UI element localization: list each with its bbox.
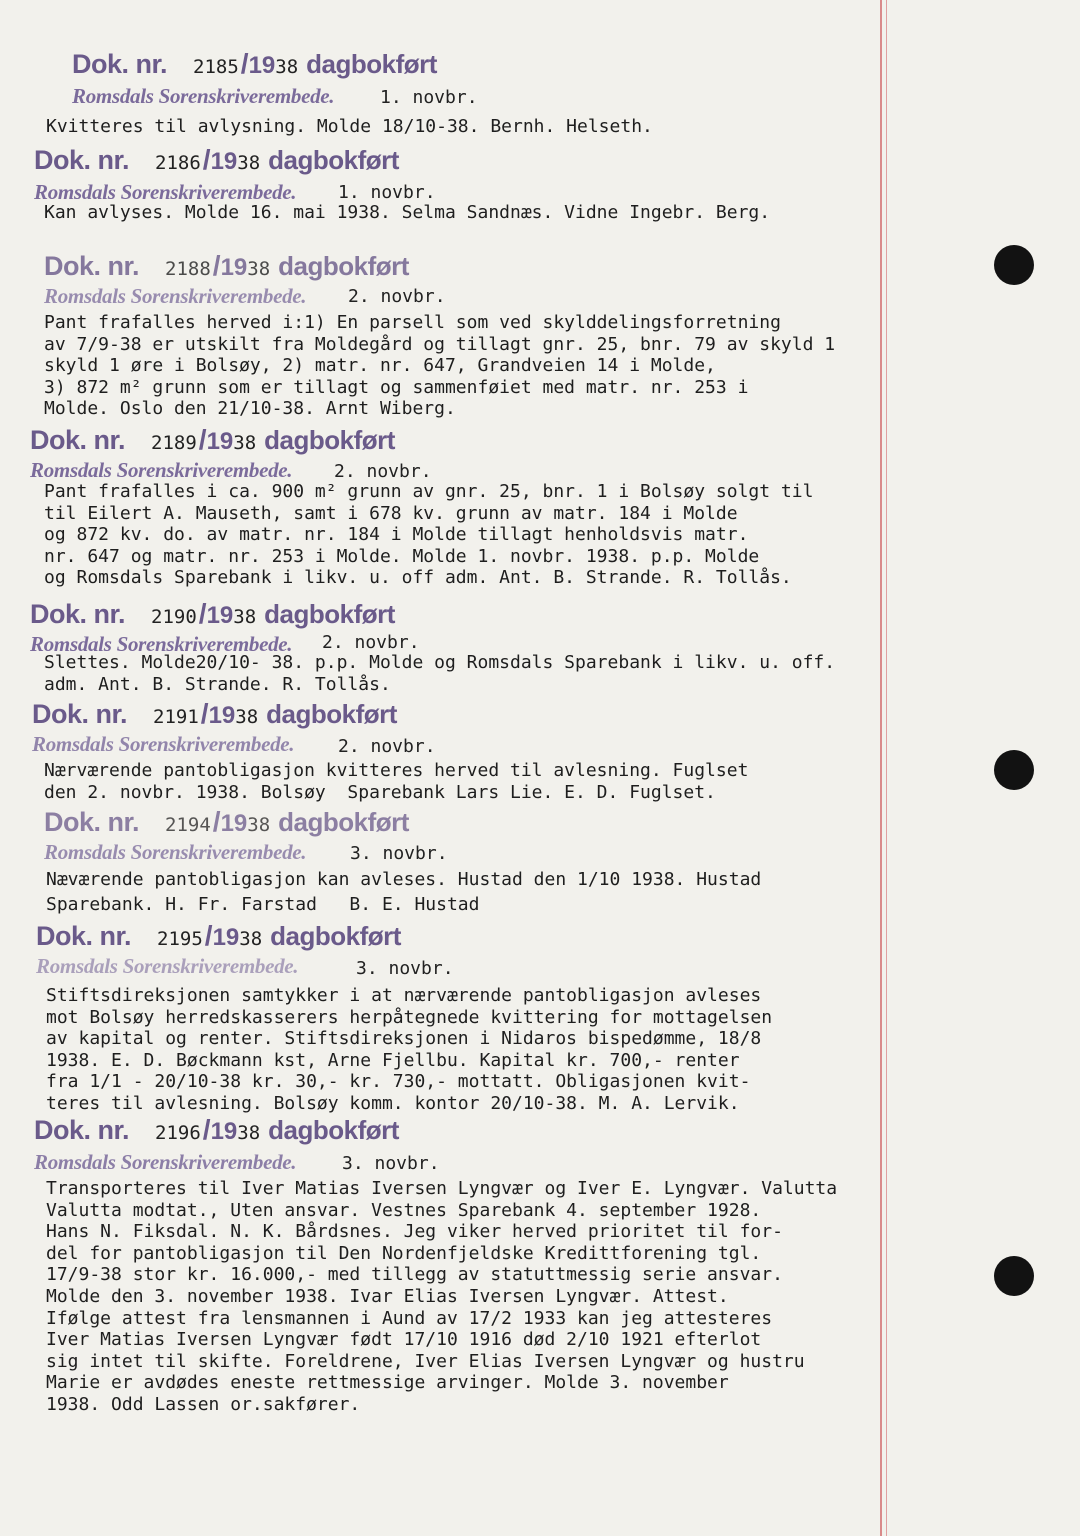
text-line: fra 1/1 - 20/10-38 kr. 30,- kr. 730,- mottatt. Obligasjonen kvit- — [46, 1071, 751, 1093]
text-line: del for pantobligasjon til Den Nordenfjeldske Kredittforening tgl. — [46, 1242, 762, 1264]
year-suffix: 38 — [237, 152, 261, 174]
entry-date: 1. novbr. — [338, 182, 436, 203]
text-line: Nærværende pantobligasjon kvitteres herved til avlesning. Fuglset — [44, 760, 749, 781]
text-line: av kapital og renter. Stiftsdireksjonen i Nidaros bispedømme, 18/8 — [46, 1028, 762, 1050]
text-line: 1938. Odd Lassen or.sakfører. — [46, 1393, 361, 1415]
dok-label: Dok. nr. — [44, 807, 140, 837]
year-prefix: 19 — [210, 1118, 238, 1145]
text-line: skyld 1 øre i Bolsøy, 2) matr. nr. 647, Grandveien 14 i Molde, — [44, 355, 716, 377]
entry-text — [46, 116, 653, 138]
text-line: Hans N. Fiksdal. N. K. Bårdsnes. Jeg viker herved prioritet til for- — [46, 1221, 783, 1243]
dagbokfort-label: dagbokført — [264, 425, 395, 455]
dok-stamp — [44, 250, 409, 282]
office-stamp: Romsdals Sorenskriverembede. — [30, 458, 293, 482]
dok-stamp — [34, 144, 399, 176]
year-prefix: 19 — [210, 148, 238, 175]
dok-label: Dok. nr. — [36, 921, 132, 951]
year-prefix: 19 — [206, 428, 234, 455]
dok-stamp — [34, 1114, 399, 1146]
office-stamp: Romsdals Sorenskriverembede. — [44, 284, 307, 308]
year-suffix: 38 — [233, 606, 257, 628]
entry-date: 3. novbr. — [342, 1153, 440, 1174]
text-line: Molde. Oslo den 21/10-38. Arnt Wiberg. — [44, 398, 456, 420]
text-line: nr. 647 og matr. nr. 253 i Molde. Molde 1. novbr. 1938. p.p. Molde — [44, 545, 760, 567]
year-suffix: 38 — [237, 1122, 261, 1144]
dok-slash: / — [212, 250, 221, 281]
year-suffix: 38 — [275, 56, 299, 78]
text-line: teres til avlesning. Bolsøy komm. kontor 20/10-38. M. A. Lervik. — [46, 1092, 740, 1114]
dok-stamp — [44, 806, 409, 838]
text-line: og Romsdals Sparebank i likv. u. off adm. Ant. B. Strande. R. Tollås. — [44, 567, 792, 589]
year-suffix: 38 — [233, 432, 257, 454]
dok-number: 2185 — [193, 56, 239, 78]
text-line: Slettes. Molde20/10- 38. p.p. Molde og Romsdals Sparebank i likv. u. off. — [44, 652, 836, 673]
entry-text — [44, 652, 835, 695]
entry-date: 1. novbr. — [380, 87, 478, 108]
entry-date: 3. novbr. — [350, 843, 448, 864]
year-prefix: 19 — [206, 602, 234, 629]
text-line: Molde den 3. november 1938. Ivar Elias Iversen Lyngvær. Attest. — [46, 1285, 729, 1307]
entry-date: 2. novbr. — [322, 632, 420, 653]
dok-number: 2190 — [151, 606, 197, 628]
entry-date: 2. novbr. — [334, 461, 432, 482]
entry-text — [44, 760, 748, 803]
text-line: sig intet til skifte. Foreldrene, Iver Elias Iversen Lyngvær og hustru — [46, 1350, 805, 1372]
text-line: 17/9-38 stor kr. 16.000,- med tillegg av statuttmessig serie ansvar. — [46, 1264, 783, 1286]
dok-slash: / — [202, 144, 211, 175]
text-line: Ifølge attest fra lensmannen i Aund av 17/2 1933 kan jeg attesteres — [46, 1307, 773, 1329]
dagbokfort-label: dagbokført — [278, 251, 409, 281]
dok-slash: / — [198, 598, 207, 629]
dagbokfort-label: dagbokført — [268, 145, 399, 175]
entry-date: 2. novbr. — [338, 736, 436, 757]
entry-text — [44, 312, 835, 420]
year-suffix: 38 — [247, 258, 271, 280]
text-line: Stiftsdireksjonen samtykker i at nærværende pantobligasjon avleses — [46, 985, 762, 1006]
text-line: Pant frafalles herved i:1) En parsell som ved skylddelingsforretning — [44, 312, 781, 333]
dok-stamp — [36, 920, 401, 952]
entry-text — [46, 1178, 837, 1416]
dok-label: Dok. nr. — [32, 699, 128, 729]
dok-number: 2188 — [165, 258, 211, 280]
dok-slash: / — [212, 806, 221, 837]
punch-hole — [994, 245, 1034, 285]
text-line: Valutta modtat., Uten ansvar. Vestnes Sparebank 4. september 1928. — [46, 1199, 762, 1221]
text-line: til Eilert A. Mauseth, samt i 678 kv. grunn av matr. 184 i Molde — [44, 502, 738, 524]
office-stamp: Romsdals Sorenskriverembede. — [72, 84, 335, 108]
dok-label: Dok. nr. — [72, 49, 168, 79]
entry-text — [44, 202, 770, 224]
dagbokfort-label: dagbokført — [268, 1115, 399, 1145]
year-prefix: 19 — [220, 810, 248, 837]
text-line: Kvitteres til avlysning. Molde 18/10-38. Bernh. Helseth. — [46, 116, 653, 137]
dok-slash: / — [198, 424, 207, 455]
text-line: adm. Ant. B. Strande. R. Tollås. — [44, 673, 391, 695]
entry-date: 2. novbr. — [348, 286, 446, 307]
dok-number: 2189 — [151, 432, 197, 454]
year-prefix: 19 — [220, 254, 248, 281]
dagbokfort-label: dagbokført — [264, 599, 395, 629]
text-line: Kan avlyses. Molde 16. mai 1938. Selma Sandnæs. Vidne Ingebr. Berg. — [44, 202, 771, 223]
dok-label: Dok. nr. — [44, 251, 140, 281]
text-line: og 872 kv. do. av matr. nr. 184 i Molde tillagt henholdsvis matr. — [44, 524, 749, 546]
text-line: Marie er avdødes eneste rettmessige arvinger. Molde 3. november — [46, 1372, 729, 1394]
office-stamp: Romsdals Sorenskriverembede. — [34, 1150, 297, 1174]
entry-date: 3. novbr. — [356, 958, 454, 979]
text-line: Sparebank. H. Fr. Farstad B. E. Hustad — [46, 893, 480, 915]
office-stamp: Romsdals Sorenskriverembede. — [30, 632, 293, 656]
text-line: den 2. novbr. 1938. Bolsøy Sparebank Lars Lie. E. D. Fuglset. — [44, 781, 716, 803]
dok-stamp — [30, 424, 395, 456]
year-suffix: 38 — [247, 814, 271, 836]
dok-slash: / — [200, 698, 209, 729]
year-prefix: 19 — [248, 52, 276, 79]
dok-label: Dok. nr. — [34, 145, 130, 175]
dok-slash: / — [204, 920, 213, 951]
dok-slash: / — [202, 1114, 211, 1145]
text-line: av 7/9-38 er utskilt fra Moldegård og tillagt gnr. 25, bnr. 79 av skyld 1 — [44, 333, 836, 355]
margin-line-red-thin — [886, 0, 887, 1536]
office-stamp: Romsdals Sorenskriverembede. — [34, 180, 297, 204]
dok-label: Dok. nr. — [30, 425, 126, 455]
punch-hole — [994, 1256, 1034, 1296]
year-prefix: 19 — [212, 924, 240, 951]
text-line: Næværende pantobligasjon kan avleses. Hustad den 1/10 1938. Hustad — [46, 869, 762, 890]
year-suffix: 38 — [235, 706, 259, 728]
dok-stamp — [32, 698, 397, 730]
text-line: Pant frafalles i ca. 900 m² grunn av gnr. 25, bnr. 1 i Bolsøy solgt til — [44, 481, 814, 502]
dok-number: 2194 — [165, 814, 211, 836]
office-stamp: Romsdals Sorenskriverembede. — [36, 954, 299, 978]
dagbokfort-label: dagbokført — [278, 807, 409, 837]
text-line: Iver Matias Iversen Lyngvær født 17/10 1916 død 2/10 1921 efterlot — [46, 1329, 762, 1351]
entry-text — [44, 481, 813, 589]
entry-text — [46, 985, 772, 1115]
dagbokfort-label: dagbokført — [270, 921, 401, 951]
dok-number: 2196 — [155, 1122, 201, 1144]
dok-number: 2195 — [157, 928, 203, 950]
dok-slash: / — [240, 48, 249, 79]
text-line: 1938. E. D. Bøckmann kst, Arne Fjellbu. Kapital kr. 700,- renter — [46, 1049, 740, 1071]
office-stamp: Romsdals Sorenskriverembede. — [32, 732, 295, 756]
punch-hole — [994, 750, 1034, 790]
entry-text — [46, 869, 761, 915]
dagbokfort-label: dagbokført — [306, 49, 437, 79]
dok-number: 2186 — [155, 152, 201, 174]
text-line: mot Bolsøy herredskasserers herpåtegnede kvittering for mottagelsen — [46, 1006, 773, 1028]
dagbokfort-label: dagbokført — [266, 699, 397, 729]
dok-stamp — [72, 48, 437, 80]
office-stamp: Romsdals Sorenskriverembede. — [44, 840, 307, 864]
dok-number: 2191 — [153, 706, 199, 728]
text-line: Transporteres til Iver Matias Iversen Lyngvær og Iver E. Lyngvær. Valutta — [46, 1178, 838, 1199]
margin-line-red — [880, 0, 882, 1536]
dok-stamp — [30, 598, 395, 630]
year-prefix: 19 — [208, 702, 236, 729]
text-line: 3) 872 m² grunn som er tillagt og sammenføiet med matr. nr. 253 i — [44, 376, 749, 398]
dok-label: Dok. nr. — [30, 599, 126, 629]
dok-label: Dok. nr. — [34, 1115, 130, 1145]
year-suffix: 38 — [239, 928, 263, 950]
